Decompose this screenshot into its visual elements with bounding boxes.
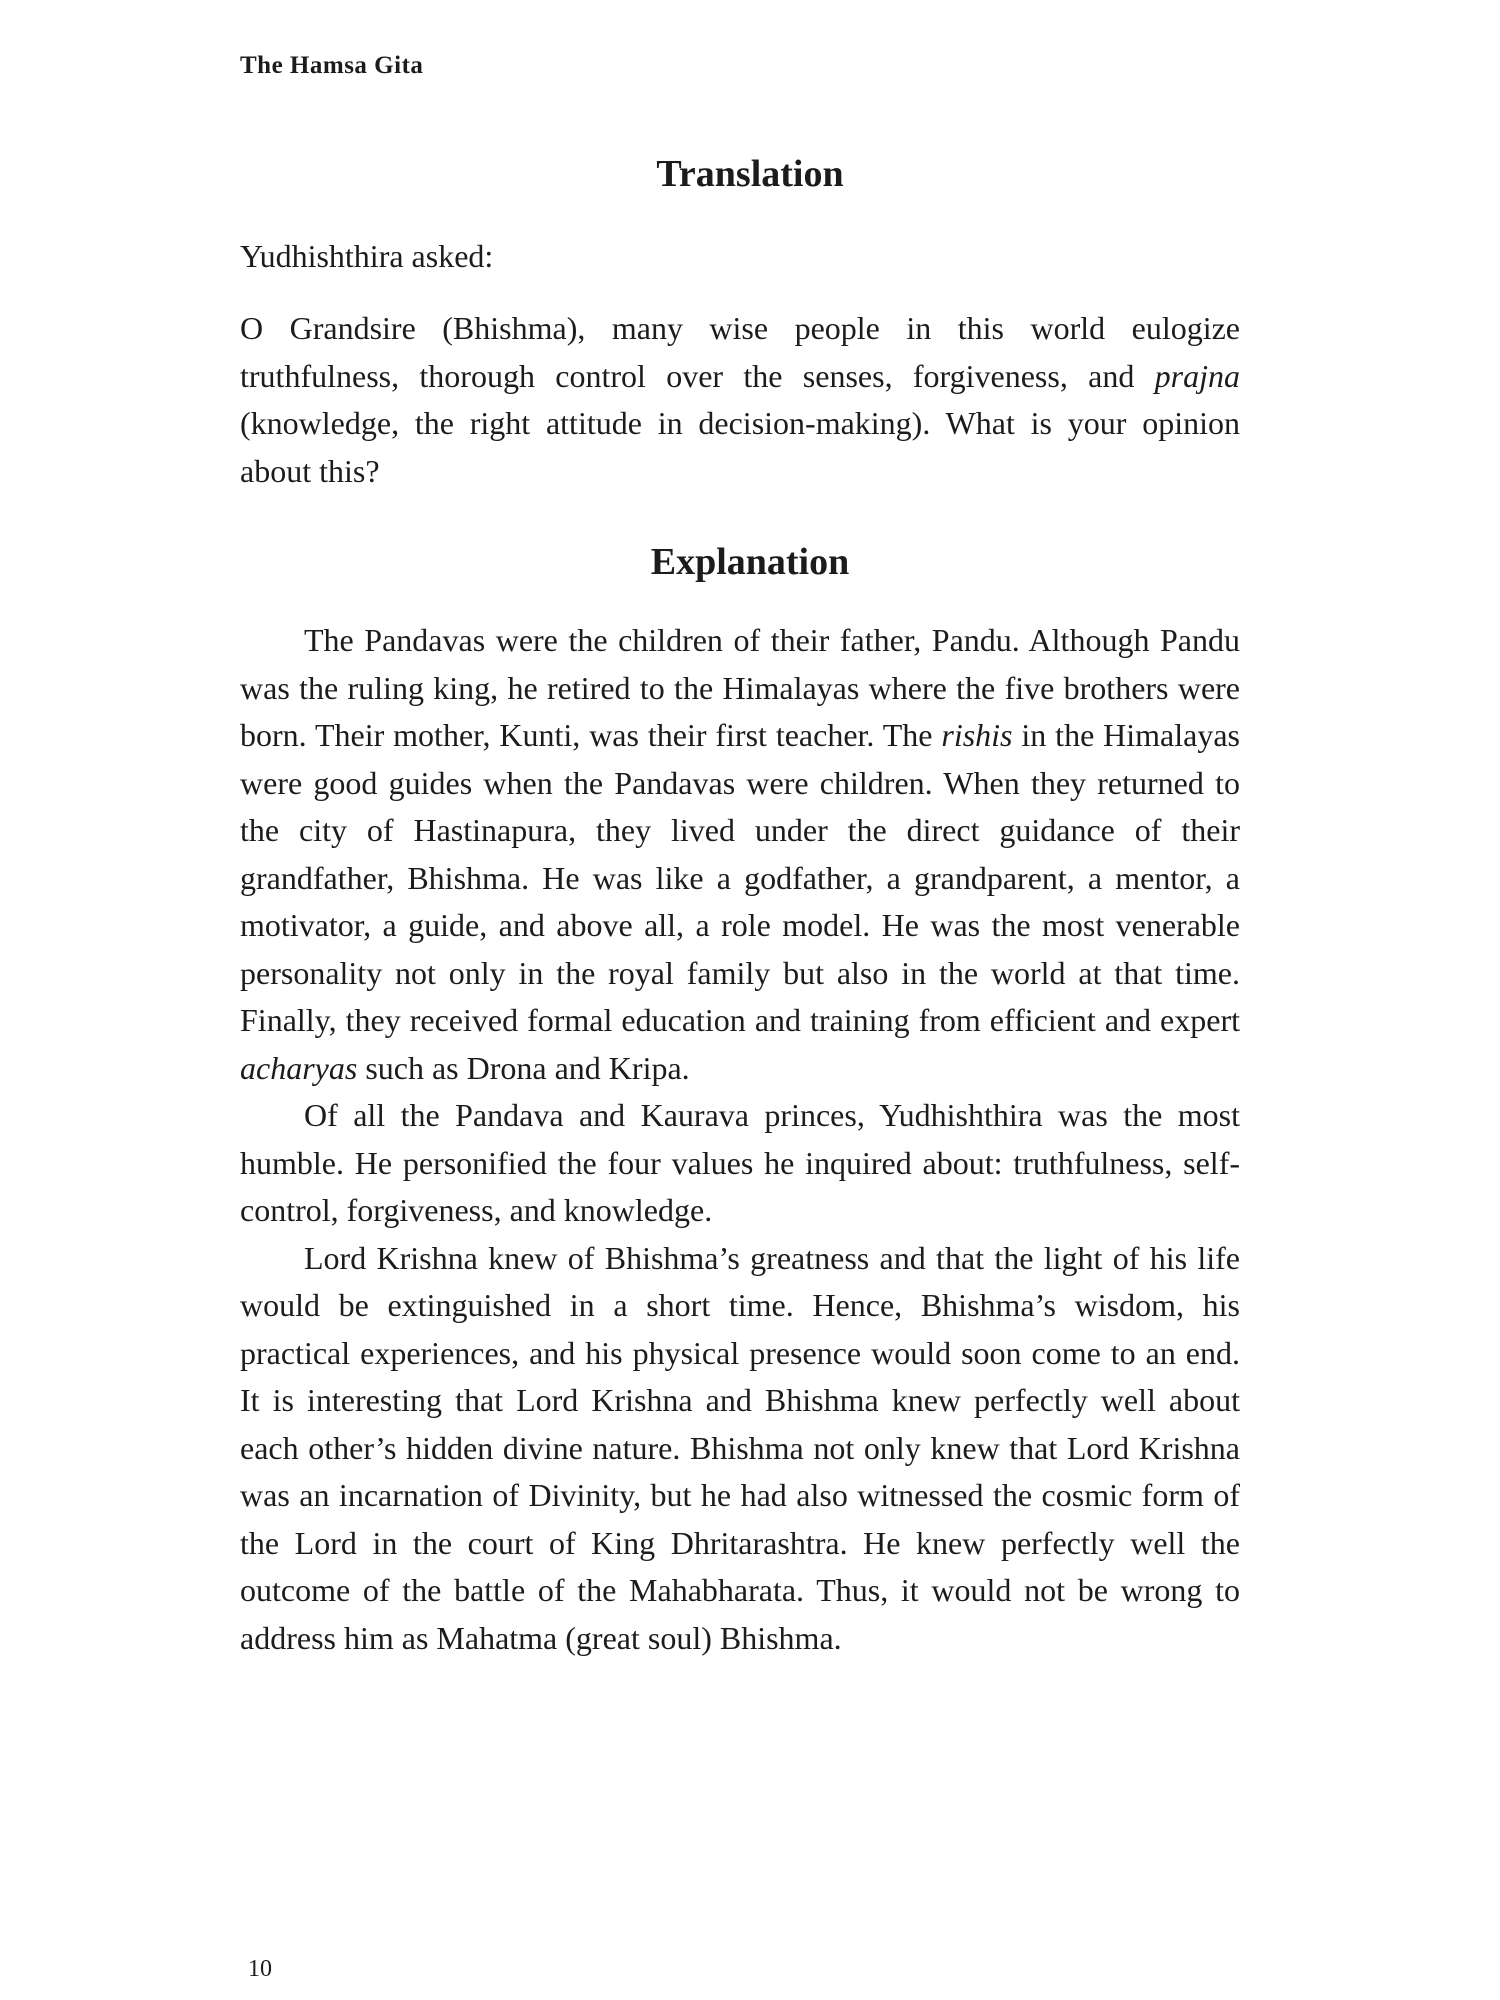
term-rishis: rishis — [941, 717, 1013, 753]
term-acharyas: acharyas — [240, 1049, 358, 1086]
translation-heading: Translation — [656, 153, 844, 195]
explanation-paragraph-2: Of all the Pandava and Kaurava princes, Yudhishthira was the most humble. He personified the four values he inquired about: truthfulness, self-control, forgiveness, and knowledge. — [240, 1097, 1240, 1228]
translation-text-part1: O Grandsire (Bhishma), many wise people in this world eulogize truthfulness, thorough control over the senses, forgiveness, and — [240, 310, 1240, 394]
explanation-paragraph-1 — [240, 617, 1240, 1092]
explanation-body — [240, 617, 1240, 1662]
term-prajna: prajna — [1154, 357, 1240, 394]
page-number: 10 — [248, 1956, 272, 1982]
translation-text-part2: (knowledge, the right attitude in decision-making). What is your opinion about this? — [240, 405, 1240, 489]
running-head: The Hamsa Gita — [240, 52, 424, 79]
explanation-heading: Explanation — [650, 541, 850, 583]
p1-part1: The Pandavas were the children of their father, Pandu. Although Pandu was the ruling king, he retired to the Himalayas where the five brothers were born. Their mother, Kunti, was their first teacher. The — [240, 622, 1240, 753]
p1-part3: such as Drona and Kripa. — [357, 1049, 690, 1086]
translation-text — [240, 305, 1240, 495]
speaker-line — [240, 233, 1240, 281]
p1-part2: in the Himalayas were good guides when the Pandavas were children. When they returned to the city of Hastinapura, they lived under the direct guidance of their grandfather, Bhishma. He was like a godfather, a grandparent, a mentor, a motivator, a guide, and above all, a role model. He was the most venerable personality not only in the royal family but also in the world at that time. Finally, they received formal education and training from efficient and expert — [240, 717, 1240, 1038]
explanation-paragraph-3: Lord Krishna knew of Bhishma’s greatness and that the light of his life would be extinguished in a short time. Hence, Bhishma’s wisdom, his practical experiences, and his physical presence would soon come to an end. It is interesting that Lord Krishna and Bhishma knew perfectly well about each other’s hidden divine nature. Bhishma not only knew that Lord Krishna was an incarnation of Divinity, but he had also witnessed the cosmic form of the Lord in the court of King Dhritarashtra. He knew perfectly well the outcome of the battle of the Mahabharata. Thus, it would not be wrong to address him as Mahatma (great soul) Bhishma. — [240, 1239, 1240, 1656]
translation-paragraph — [240, 305, 1240, 495]
speaker-text: Yudhishthira asked: — [240, 238, 494, 274]
